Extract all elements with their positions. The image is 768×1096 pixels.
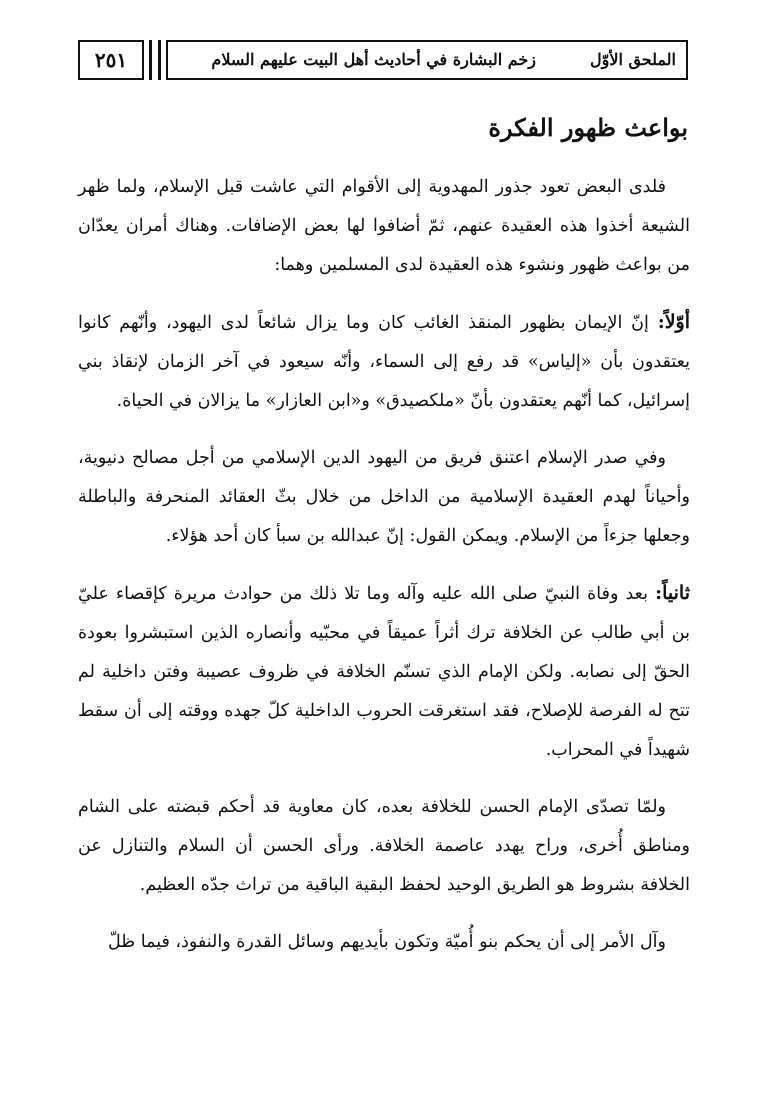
book-title: زخم البشارة في أحاديث أهل البيت عليهم السلام: [211, 50, 536, 69]
header-title-box: [166, 40, 688, 80]
paragraph-lead: ثانياً:: [655, 582, 690, 604]
paragraph: ولمّا تصدّى الإمام الحسن للخلافة بعده، كان معاوية قد أحكم قبضته على الشام ومناطق أُخرى، وراح يهدد عاصمة الخلافة. ورأى الحسن أن السلام والتنازل عن الخلافة بشروط هو الطريق الوحيد لحفظ البقية الباقية من تراث جدّه العظيم.: [78, 797, 690, 895]
body-text: [78, 168, 690, 980]
paragraph: [78, 574, 690, 770]
appendix-label: الملحق الأوّل: [589, 50, 676, 69]
page-header: [78, 40, 688, 82]
paragraph-text: بعد وفاة النبيّ صلى الله عليه وآله وما تلا ذلك من حوادث مريرة كإقصاء عليّ بن أبي طالب عن الخلافة ترك أثراً عميقاً في محبّيه وأنصاره الذين استبشروا بعودة الحقّ إلى نصابه. ولكن الإمام الذي تسنّم الخلافة في ظروف عصيبة وفتن داخلية لم تتح له الفرصة للإصلاح، فقد استغرقت الحروب الداخلية كلّ جهده ووقته إلى أن سقط شهيداً في المحراب.: [78, 584, 690, 760]
paragraph-text: إنّ الإيمان بظهور المنقذ الغائب كان وما يزال شائعاً لدى اليهود، وأنّهم كانوا يعتقدون بأن «إلياس» قد رفع إلى السماء، وأنّه سيعود في آخر الزمان لإنقاذ بني إسرائيل، كما أنّهم يعتقدون بأنّ «ملكصيدق» و«ابن العازار» ما يزالان في الحياة.: [78, 313, 690, 411]
paragraph: فلدى البعض تعود جذور المهدوية إلى الأقوام التي عاشت قبل الإسلام، ولما ظهر الشيعة أخذوا هذه العقيدة عنهم، ثمّ أضافوا لها بعض الإضافات. وهناك أمران يعدّان من بواعث ظهور ونشوء هذه العقيدة لدى المسلمين وهما:: [78, 177, 690, 275]
page-number: ٢٥١: [78, 40, 144, 80]
paragraph-lead: أوّلاً:: [657, 311, 690, 333]
paragraph: [78, 303, 690, 421]
header-divider: [144, 40, 166, 80]
paragraph: وآل الأمر إلى أن يحكم بنو أُميّة وتكون بأيديهم وسائل القدرة والنفوذ، فيما ظلّ: [108, 932, 666, 952]
section-title: بواعث ظهور الفكرة: [488, 113, 688, 142]
paragraph: وفي صدر الإسلام اعتنق فريق من اليهود الدين الإسلامي من أجل مصالح دنيوية، وأحياناً لهدم العقيدة الإسلامية من الداخل من خلال بثّ العقائد المنحرفة والباطلة وجعلها جزءاً من الإسلام. ويمكن القول: إنّ عبدالله بن سبأ كان أحد هؤلاء.: [78, 448, 690, 546]
